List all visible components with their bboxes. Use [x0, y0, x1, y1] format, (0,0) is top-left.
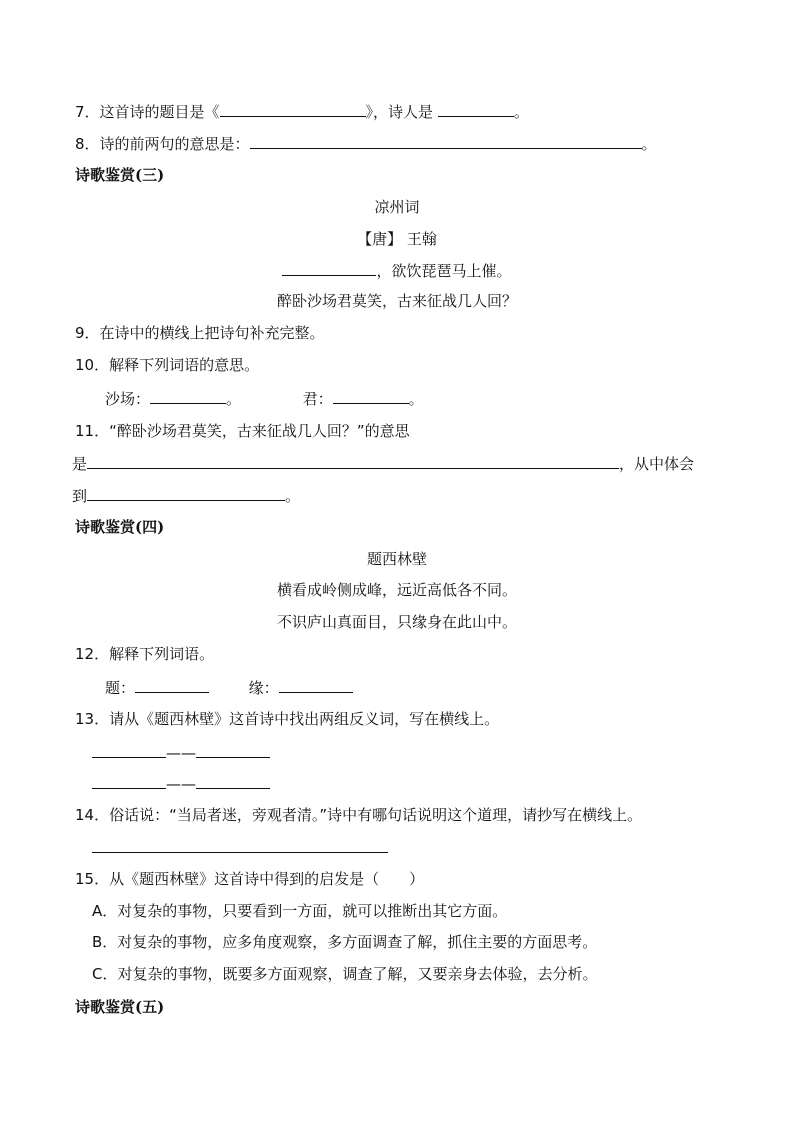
q11-feeling-blank[interactable] — [87, 484, 285, 501]
question-15: 15．从《题西林壁》这首诗中得到的启发是（ ） — [75, 870, 425, 888]
poem-3-author: 【唐】 王翰 — [357, 230, 437, 248]
q13-pair-1-dash: —— — [166, 744, 196, 762]
poem-4-line-2: 不识庐山真面目，只缘身在此山中。 — [276, 613, 517, 631]
q15-option-a[interactable]: A．对复杂的事物，只要看到一方面，就可以推断出其它方面。 — [92, 902, 508, 920]
question-11: 11．“醉卧沙场君莫笑，古来征战几人回？”的意思 — [75, 422, 410, 440]
poem-3-line-2: 醉卧沙场君莫笑，古来征战几人回？ — [276, 292, 517, 310]
poem-3-line-1-blank[interactable] — [282, 259, 376, 276]
section-4-heading: 诗歌鉴赏(四) — [75, 518, 165, 536]
q12-ti-blank[interactable] — [135, 676, 209, 693]
q11-end: 。 — [285, 487, 301, 505]
question-12: 12．解释下列词语。 — [75, 645, 215, 663]
q12-yuan-blank[interactable] — [279, 676, 353, 693]
question-8 — [75, 132, 657, 155]
poem-3-title: 凉州词 — [374, 198, 420, 216]
q7-title-blank[interactable] — [220, 100, 366, 117]
question-10: 10．解释下列词语的意思。 — [75, 356, 260, 374]
q13-pair-2-dash: —— — [166, 775, 196, 793]
q8-meaning-blank[interactable] — [250, 132, 642, 149]
question-12-items — [105, 676, 353, 699]
q10-jun-label: 君： — [302, 390, 333, 408]
poem-4-title: 题西林壁 — [366, 550, 427, 568]
q13-pair-2-right-blank[interactable] — [196, 772, 270, 789]
q13-pair-2 — [92, 772, 270, 795]
question-9: 9．在诗中的横线上把诗句补充完整。 — [75, 324, 325, 342]
q12-ti-label: 题： — [105, 679, 136, 697]
section-3-heading: 诗歌鉴赏(三) — [75, 166, 165, 184]
q12-yuan-label: 缘： — [248, 679, 279, 697]
q13-pair-1-left-blank[interactable] — [92, 741, 166, 758]
q7-text-b: 》，诗人是 — [365, 103, 438, 121]
q13-pair-1 — [92, 741, 270, 764]
q8-text-a: 8．诗的前两句的意思是： — [75, 135, 250, 153]
poem-4-line-1: 横看成岭侧成峰，远近高低各不同。 — [276, 581, 517, 599]
q7-text-a: 7．这首诗的题目是《 — [75, 103, 220, 121]
q11-dao: 到 — [72, 487, 88, 505]
q10-jun-end: 。 — [408, 390, 424, 408]
question-13: 13．请从《题西林壁》这首诗中找出两组反义词，写在横线上。 — [75, 710, 500, 728]
q7-text-c: 。 — [513, 103, 529, 121]
q8-text-b: 。 — [641, 135, 657, 153]
question-7 — [75, 100, 529, 123]
q10-shachang-label: 沙场： — [105, 390, 151, 408]
question-14: 14．俗话说：“当局者迷，旁观者清。”诗中有哪句话说明这个道理，请抄写在横线上。 — [75, 806, 643, 824]
poem-3-line-1 — [0, 259, 794, 282]
q11-tihui: ，从中体会 — [619, 455, 695, 473]
q10-shachang-end: 。 — [226, 390, 242, 408]
section-5-heading: 诗歌鉴赏(五) — [75, 998, 165, 1016]
q11-meaning-blank[interactable] — [87, 452, 619, 469]
q7-poet-blank[interactable] — [438, 100, 514, 117]
q13-pair-1-right-blank[interactable] — [196, 741, 270, 758]
question-11-line-2 — [72, 452, 694, 475]
poem-3-line-1-end: ，欲饮琵琶马上催。 — [376, 262, 512, 280]
q15-option-c[interactable]: C．对复杂的事物，既要多方面观察，调查了解，又要亲身去体验，去分析。 — [92, 965, 598, 983]
q11-shi: 是 — [72, 455, 88, 473]
question-11-line-3 — [72, 484, 300, 507]
q10-shachang-blank[interactable] — [150, 387, 226, 404]
q14-answer-line — [92, 836, 388, 859]
q13-pair-2-left-blank[interactable] — [92, 772, 166, 789]
question-10-items — [105, 387, 424, 410]
q15-option-b[interactable]: B．对复杂的事物，应多角度观察，多方面调查了解，抓住主要的方面思考。 — [92, 933, 598, 951]
q14-answer-blank[interactable] — [92, 836, 388, 853]
q10-jun-blank[interactable] — [333, 387, 409, 404]
